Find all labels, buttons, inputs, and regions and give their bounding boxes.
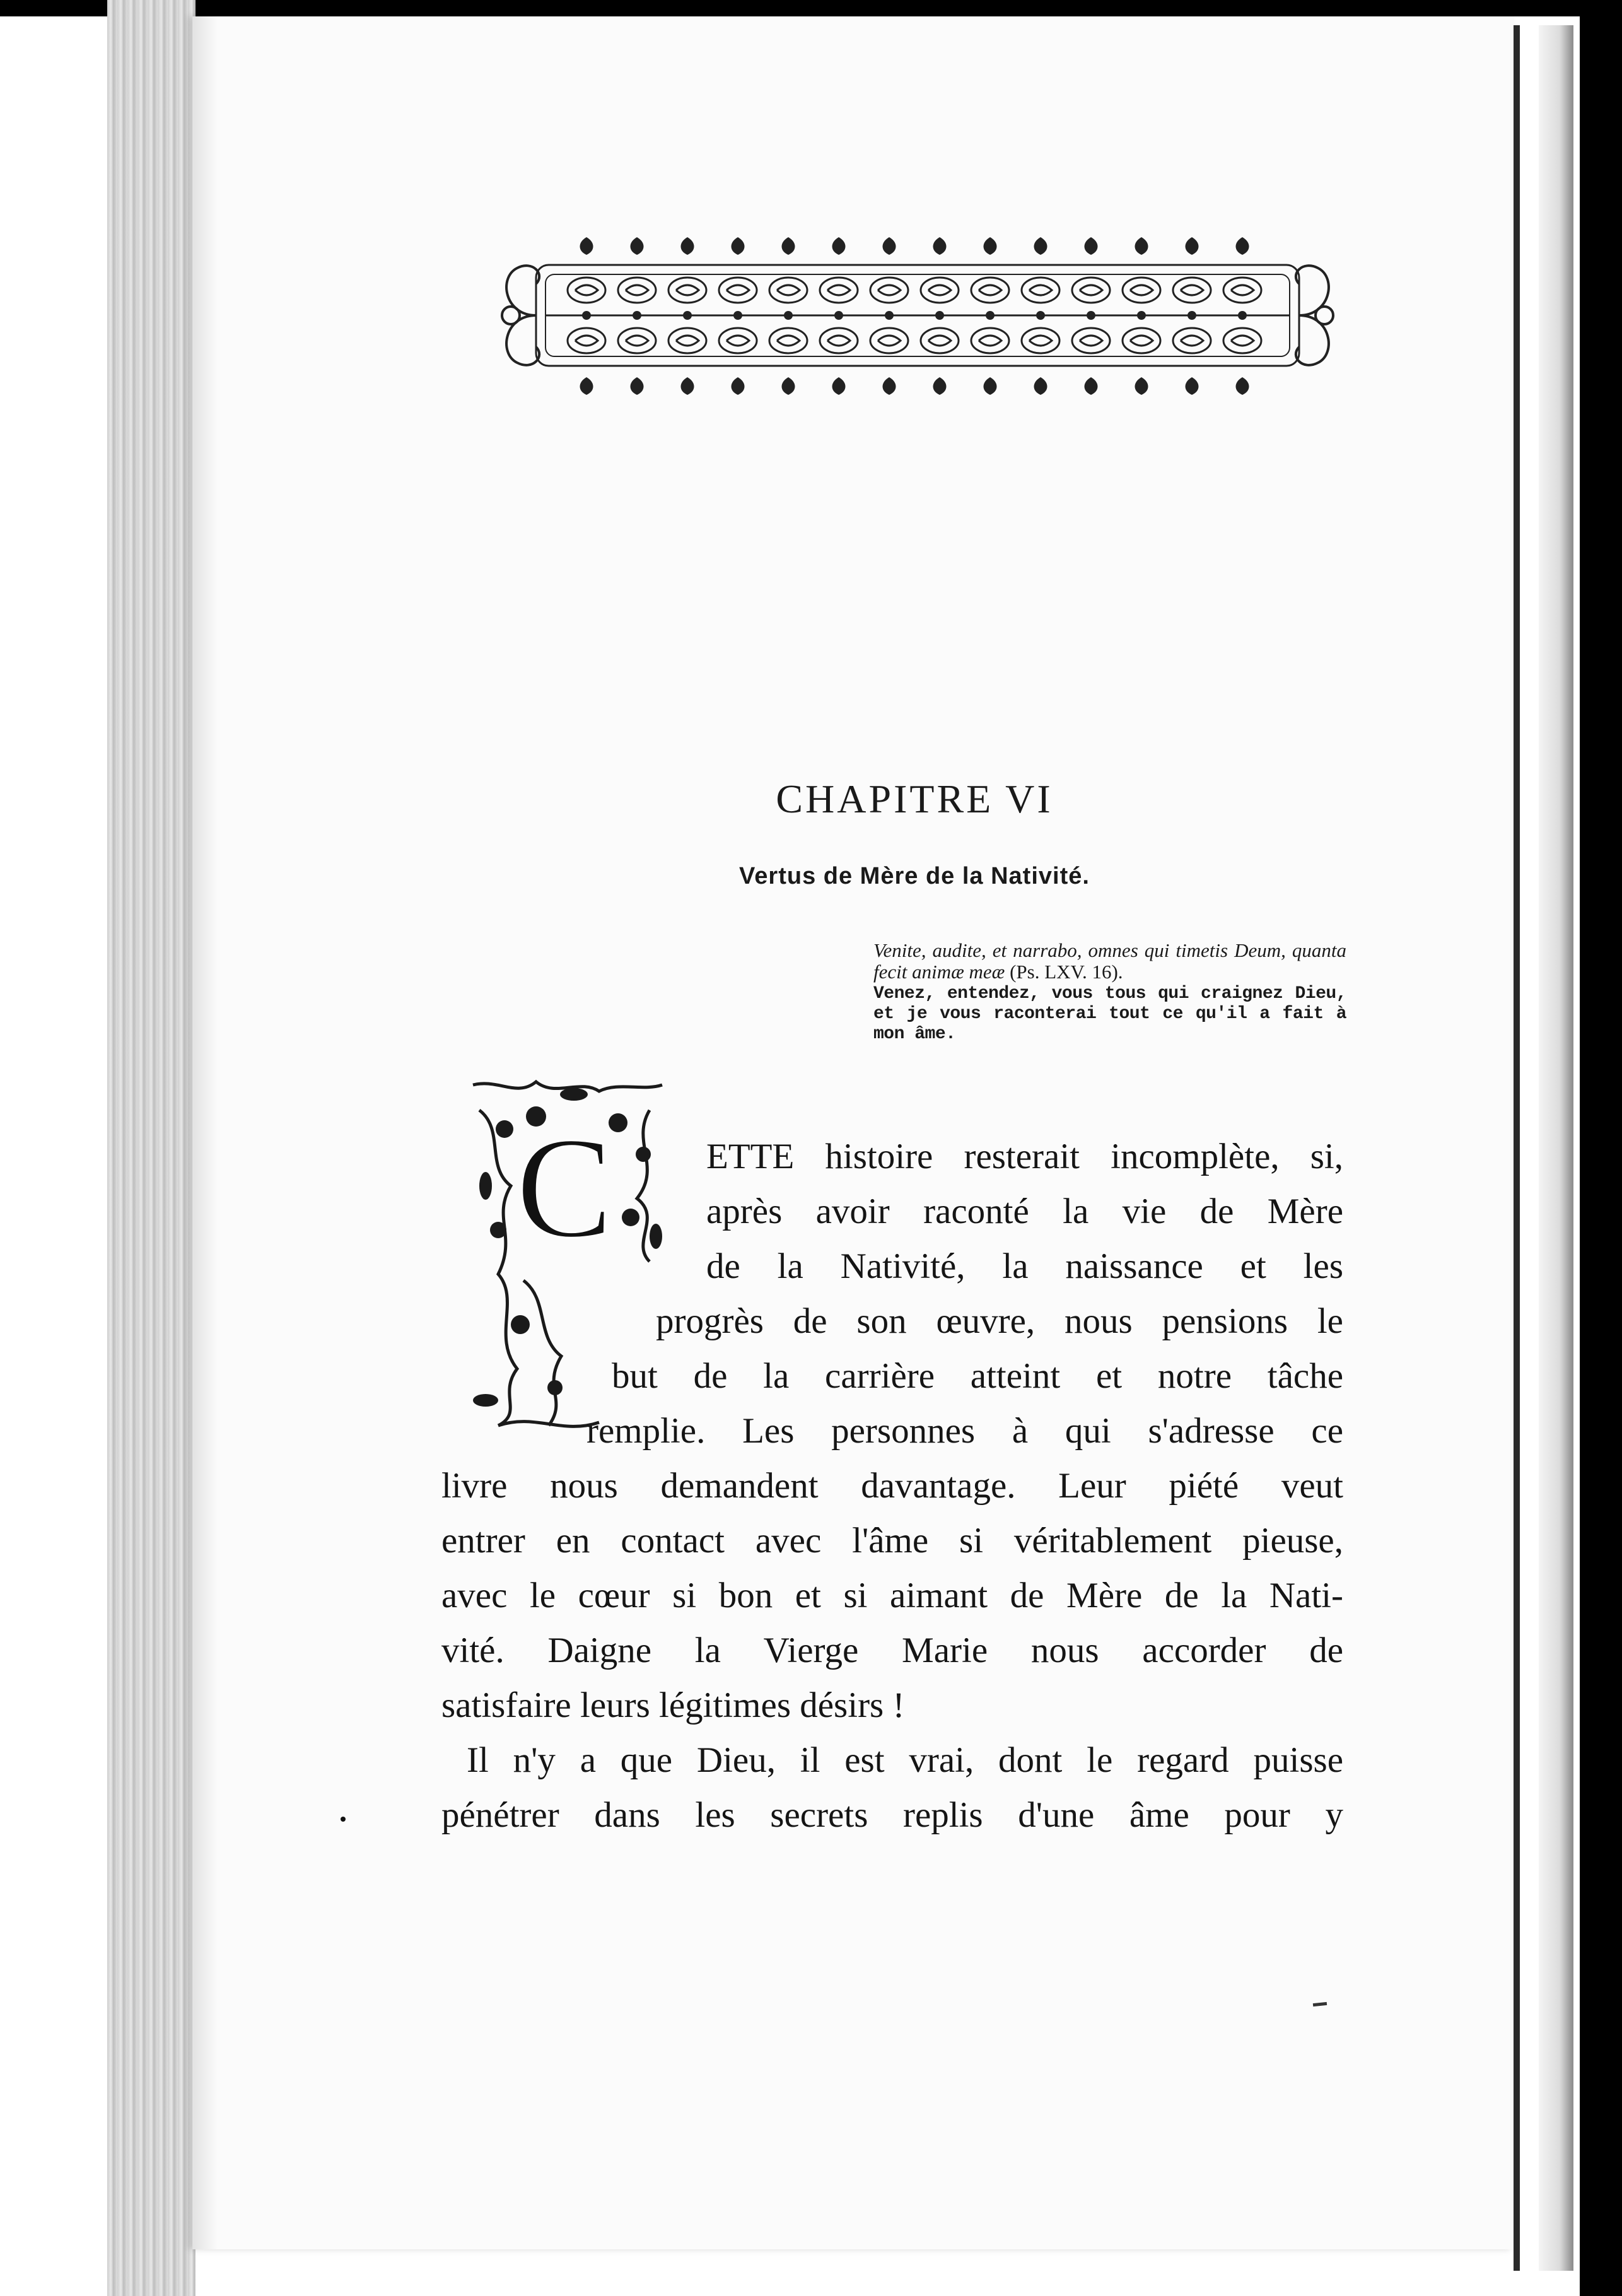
filigree-leaf [878, 336, 901, 346]
fleur-de-lis [681, 237, 694, 255]
filigree-loop [1223, 328, 1261, 353]
filigree-loop [568, 278, 605, 303]
fleur-de-lis [984, 377, 997, 395]
filigree-rosette [1036, 311, 1045, 320]
filigree-loop [769, 278, 807, 303]
filigree-rosette [733, 311, 742, 320]
filigree-loop [618, 278, 656, 303]
fleur-de-lis [832, 237, 846, 255]
page-stack-edge [107, 0, 195, 2296]
filigree-loop [568, 328, 605, 353]
filigree-loop [921, 278, 959, 303]
body-line: livre nous demandent davantage. Leur piété veut [441, 1466, 1343, 1506]
fleur-de-lis [1034, 237, 1047, 255]
fleur-de-lis [1186, 377, 1199, 395]
fleur-de-lis [1186, 237, 1199, 255]
filigree-loop [1123, 278, 1160, 303]
fleur-de-lis [1135, 377, 1148, 395]
fleur-de-lis [832, 377, 846, 395]
fleur-de-lis [933, 377, 947, 395]
fleur-de-lis [1236, 237, 1249, 255]
filigree-rosette [582, 311, 591, 320]
filigree-loop [719, 278, 757, 303]
chapter-title: CHAPITRE VI [776, 776, 1053, 821]
body-line: vité. Daigne la Vierge Marie nous accorder de [441, 1631, 1343, 1670]
fleur-de-lis [1085, 377, 1098, 395]
page-right-edge [1514, 25, 1520, 2271]
filigree-rosette [633, 311, 641, 320]
fleur-de-lis [631, 237, 644, 255]
body-line: remplie. Les personnes à qui s'adresse ce [586, 1411, 1343, 1451]
fleur-de-lis [782, 377, 795, 395]
filigree-loop [1173, 328, 1211, 353]
fleur-de-lis [732, 377, 745, 395]
next-page-edge [1539, 25, 1573, 2271]
epigraph-latin [873, 940, 1346, 983]
filigree-leaf [726, 336, 749, 346]
filigree-rosette [1137, 311, 1146, 320]
scan-right-border [1580, 0, 1622, 2296]
filigree-loop [820, 328, 858, 353]
filigree-leaf [1231, 336, 1254, 346]
body-line: but de la carrière atteint et notre tâche [612, 1356, 1343, 1396]
filigree-rosette [885, 311, 894, 320]
filigree-leaf [777, 285, 800, 295]
body-line: satisfaire leurs légitimes désirs ! [441, 1685, 905, 1725]
filigree-loop [618, 328, 656, 353]
filigree-loop [719, 328, 757, 353]
filigree-leaf [726, 285, 749, 295]
filigree-leaf [575, 336, 598, 346]
filigree-leaf [1181, 285, 1203, 295]
filigree-loop [870, 328, 908, 353]
filigree-loop [921, 328, 959, 353]
filigree-loop [971, 328, 1009, 353]
filigree-loop [1173, 278, 1211, 303]
filigree-leaf [928, 285, 951, 295]
filigree-leaf [626, 285, 648, 295]
filigree-rosette [1238, 311, 1247, 320]
body-line: ETTE histoire resterait incomplète, si, [706, 1137, 1343, 1176]
filigree-loop [1123, 328, 1160, 353]
filigree-loop [1022, 278, 1059, 303]
fleur-de-lis [580, 377, 593, 395]
filigree-rosette [1187, 311, 1196, 320]
fleur-de-lis [984, 237, 997, 255]
epigraph-french: Venez, entendez, vous tous qui craignez Dieu, et je vous raconterai tout ce qu'il a fait à mon âme. [873, 984, 1346, 1044]
filigree-leaf [878, 285, 901, 295]
fleur-de-lis [1034, 377, 1047, 395]
margin-dot [341, 1817, 346, 1822]
fleur-de-lis [580, 237, 593, 255]
filigree-leaf [827, 336, 850, 346]
fleur-de-lis [1085, 237, 1098, 255]
filigree-leaf [1231, 285, 1254, 295]
fleur-de-lis [883, 377, 896, 395]
filigree-leaf [777, 336, 800, 346]
body-line: avec le cœur si bon et si aimant de Mère de la Nati- [441, 1576, 1343, 1615]
fleur-de-lis [631, 377, 644, 395]
body-text [441, 1129, 1343, 1842]
body-line: de la Nativité, la naissance et les [706, 1246, 1343, 1286]
fleur-de-lis [883, 237, 896, 255]
fleur-de-lis [1236, 377, 1249, 395]
body-line: progrès de son œuvre, nous pensions le [656, 1301, 1343, 1341]
filigree-loop [971, 278, 1009, 303]
filigree-leaf [676, 285, 699, 295]
filigree-loop [870, 278, 908, 303]
filigree-leaf [626, 336, 648, 346]
fleur-de-lis [1135, 237, 1148, 255]
body-line: pénétrer dans les secrets replis d'une âme pour y [441, 1795, 1343, 1835]
epigraph-reference: (Ps. LXV. 16). [1010, 961, 1123, 983]
filigree-leaf [979, 336, 1001, 346]
filigree-rosette [935, 311, 944, 320]
fleur-de-lis [681, 377, 694, 395]
filigree-leaf [1181, 336, 1203, 346]
epigraph [873, 940, 1346, 1045]
filigree-loop [820, 278, 858, 303]
filigree-leaf [1080, 336, 1102, 346]
filigree-loop [1072, 278, 1110, 303]
filigree-rosette [784, 311, 793, 320]
body-line: après avoir raconté la vie de Mère [706, 1192, 1343, 1231]
fleur-de-lis [933, 237, 947, 255]
filigree-rosette [834, 311, 843, 320]
filigree-leaf [676, 336, 699, 346]
filigree-rosette [986, 311, 995, 320]
body-line: Il n'y a que Dieu, il est vrai, dont le regard puisse [467, 1740, 1343, 1780]
filigree-leaf [1029, 336, 1052, 346]
chapter-subtitle: Vertus de Mère de la Nativité. [739, 863, 1090, 889]
page-gutter-shadow [192, 16, 218, 2249]
filigree-loop [1223, 278, 1261, 303]
filigree-loop [1072, 328, 1110, 353]
fleur-de-lis [782, 237, 795, 255]
filigree-loop [769, 328, 807, 353]
decorative-filigree-band-icon [492, 221, 1343, 410]
filigree-loop [1022, 328, 1059, 353]
filigree-leaf [928, 336, 951, 346]
scan-top-border [0, 0, 1622, 16]
filigree-leaf [1080, 285, 1102, 295]
filigree-leaf [827, 285, 850, 295]
filigree-rosette [683, 311, 692, 320]
filigree-leaf [1029, 285, 1052, 295]
filigree-rosette [1087, 311, 1095, 320]
body-line: entrer en contact avec l'âme si véritablement pieuse, [441, 1521, 1343, 1561]
epigraph-latin-text: Venite, audite, et narrabo, omnes qui timetis Deum, quanta fecit animæ meæ [873, 939, 1346, 983]
filigree-leaf [1130, 285, 1153, 295]
dropcap-letter: C [516, 1107, 613, 1268]
filigree-leaf [1130, 336, 1153, 346]
fleur-de-lis [732, 237, 745, 255]
filigree-leaf [575, 285, 598, 295]
filigree-leaf [979, 285, 1001, 295]
filigree-loop [668, 278, 706, 303]
filigree-loop [668, 328, 706, 353]
